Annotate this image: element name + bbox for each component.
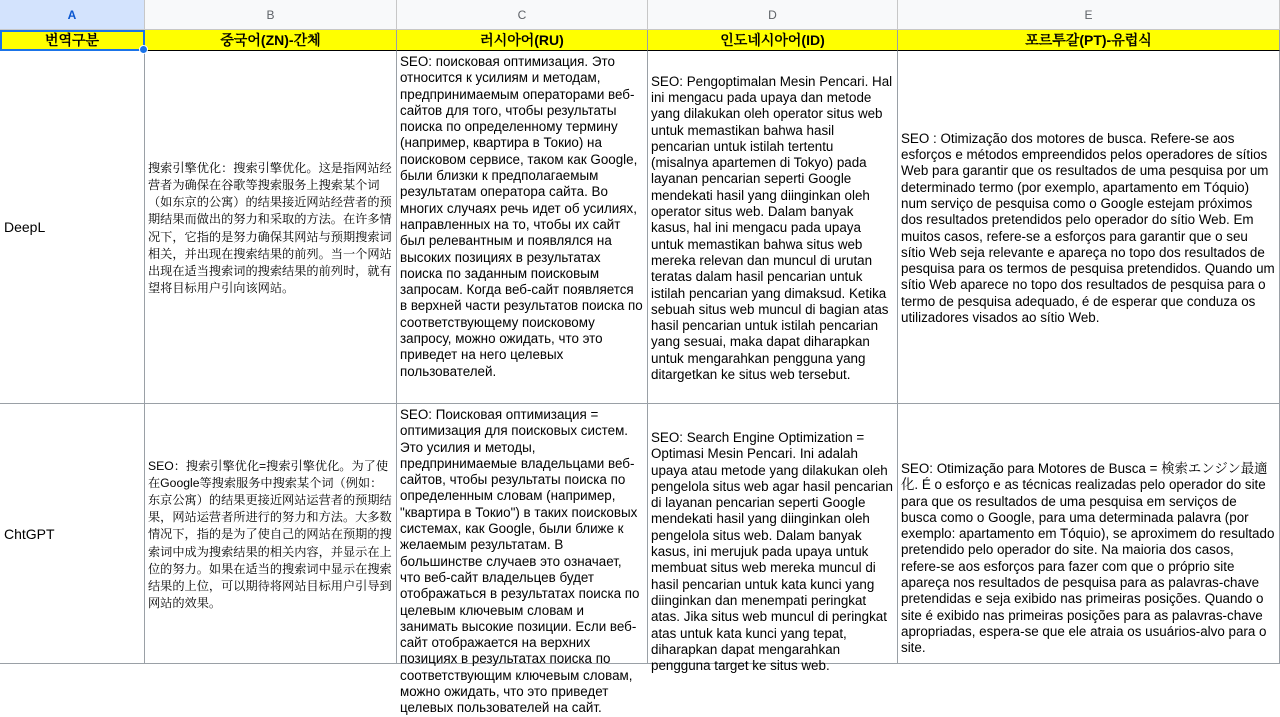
cell-text: 搜索引擎优化：搜索引擎优化。这是指网站经营者为确保在谷歌等搜索服务上搜索某个词（如东京的公寓）的结果接近网站经营者的预期结果而做出的努力和采取的方法。在许多情况下，它指的是努力确保其网站与预期搜索词相关，并出现在搜索结果的前列。当一个网站出现在适当搜索词的搜索结果的前列时，就有望将目标用户引向该网站。 [148, 160, 392, 296]
fill-handle[interactable] [139, 45, 148, 54]
cell-text: SEO: поисковая оптимизация. Это относится к усилиям и методам, предпринимаемым операторами веб-сайтов для того, чтобы результаты поиска по определенному термину (например, квартира в Токио) на поисковом сервисе, таком как Google, были близки к предполагаемым результатам оператора сайта. Во многих случаях речь идет об усилиях, направленных на то, чтобы их сайт был релевантным и появлялся на высоких позициях в результатах поиска по заданным поисковым запросам. Когда веб-сайт появляется в верхней части результатов поиска по соответствующему поисковому запросу, можно ожидать, что это приведет на него целевых пользователей. [400, 54, 643, 379]
column-header-row [0, 0, 1280, 30]
table-row [0, 51, 1280, 404]
translator-cell[interactable]: DeepL [0, 51, 145, 404]
column-header-d[interactable]: D [648, 0, 898, 30]
cell-text: SEO: Поисковая оптимизация = оптимизация для поисковых систем. Это усилия и методы, предпринимаемые владельцами веб-сайтов, чтобы результаты поиска по определенным словам (например, "квартира в Токио") в таких поисковых системах, как Google, были ближе к желаемым результатам. В большинстве случаев это означает, что веб-сайт владельцев будет отображаться в результатах поиска по целевым ключевым словам и занимать высокие позиции. Если веб-сайт отображается на верхних позициях в результатах поиска по соответствующим ключевым словам, можно ожидать, что это приведет целевых пользователей на сайт. [400, 407, 640, 716]
russian-cell[interactable] [397, 51, 648, 404]
header-cell-translator[interactable] [0, 30, 145, 51]
header-cell-text: 번역구분 [44, 32, 100, 48]
header-row [0, 30, 1280, 51]
cell-text: SEO: Pengoptimalan Mesin Pencari. Hal ini mengacu pada upaya dan metode yang dilakukan oleh operator situs web untuk memastikan bahwa hasil pencarian untuk istilah tertentu (misalnya apartemen di Tokyo) pada layanan pencarian seperti Google mendekati hasil yang diinginkan oleh operator situs web. Dalam banyak kasus, hal ini mengacu pada upaya untuk memastikan bahwa situs web mereka relevan dan muncul di urutan teratas dalam hasil pencarian untuk istilah pencarian yang dimaksud. Ketika sebuah situs web muncul di bagian atas hasil pencarian untuk istilah pencarian yang sesuai, maka dapat diharapkan untuk mengarahkan pengguna yang ditargetkan ke situs web tersebut. [651, 73, 893, 383]
indonesian-cell[interactable] [648, 51, 898, 404]
cell-text: SEO: Search Engine Optimization = Optimasi Mesin Pencari. Ini adalah upaya atau metode yang dilakukan oleh pengelola situs web agar hasil pencarian di layanan pencarian seperti Google mendekati hasil yang diinginkan oleh pengelola situs web. Dalam banyak kasus, ini merujuk pada upaya untuk membuat situs web mereka muncul di hasil pencarian untuk kata kunci yang diinginkan dan menempati peringkat atas. Jika situs web muncul di peringkat atas untuk kata kunci yang tepat, diharapkan dapat mengarahkan pengguna target ke situs web. [651, 430, 893, 674]
portuguese-cell[interactable] [898, 404, 1280, 664]
portuguese-cell[interactable] [898, 51, 1280, 404]
table-row [0, 404, 1280, 716]
header-cell-indonesian[interactable]: 인도네시아어(ID) [648, 30, 898, 51]
header-cell-chinese[interactable]: 중국어(ZN)-간체 [145, 30, 397, 51]
cell-text: SEO: Otimização para Motores de Busca = 検索エンジン最適化. É o esforço e as técnicas realizadas pelo operador do site para que os resultados de uma pesquisa em serviços de busca como o Google, para uma determinada palavra (por exemplo: apartamento em Tóquio), se aproximem do resultado pretendido pelo operador do site. Na maioria dos casos, refere-se aos esforços para fazer com que o próprio site apareça nos resultados de pesquisa para as palavras-chave pretendidas e seja exibido nas primeiras posições. Quando o site é exibido nas primeiras posições para as palavras-chave apropriadas, espera-se que ele atraia os usuários-alvo para o site. [901, 461, 1275, 656]
chinese-cell[interactable] [145, 404, 397, 664]
column-header-a[interactable]: A [0, 0, 145, 30]
cell-text: SEO：搜索引擎优化=搜索引擎优化。为了使在Google等搜索服务中搜索某个词（例如：东京公寓）的结果更接近网站运营者的预期结果，网站运营者所进行的努力和方法。大多数情况下，指的是为了使自己的网站在预期的搜索词中成为搜索结果的相关内容，并显示在上位的努力。如果在适当的搜索词中显示在搜索结果的上位，可以期待将网站目标用户引导到网站的效果。 [148, 458, 392, 611]
column-header-e[interactable]: E [898, 0, 1280, 30]
header-cell-russian[interactable]: 러시아어(RU) [397, 30, 648, 51]
translator-cell[interactable]: ChtGPT [0, 404, 145, 664]
indonesian-cell[interactable] [648, 404, 898, 674]
header-cell-portuguese[interactable]: 포르투갈(PT)-유럽식 [898, 30, 1280, 51]
russian-cell[interactable] [397, 404, 648, 716]
column-header-c[interactable]: C [397, 0, 648, 30]
cell-text: SEO : Otimização dos motores de busca. Refere-se aos esforços e métodos empreendidos pelos operadores de sítios Web para garantir que os resultados de uma pesquisa por um determinado termo (por exemplo, apartamento em Tóquio) num serviço de pesquisa como o Google estejam próximos dos resultados pretendidos pelo operador do sítio Web. Em muitos casos, refere-se a esforços para garantir que o seu sítio Web seja relevante e apareça no topo dos resultados de pesquisa para os termos de pesquisa pretendidos. Quando um sítio Web aparece no topo dos resultados de pesquisa para o termo de pesquisa adequado, é de esperar que conduza os utilizadores visados ao sítio Web. [901, 130, 1275, 325]
column-header-b[interactable]: B [145, 0, 397, 30]
cell-grid [0, 30, 1280, 716]
chinese-cell[interactable] [145, 51, 397, 404]
